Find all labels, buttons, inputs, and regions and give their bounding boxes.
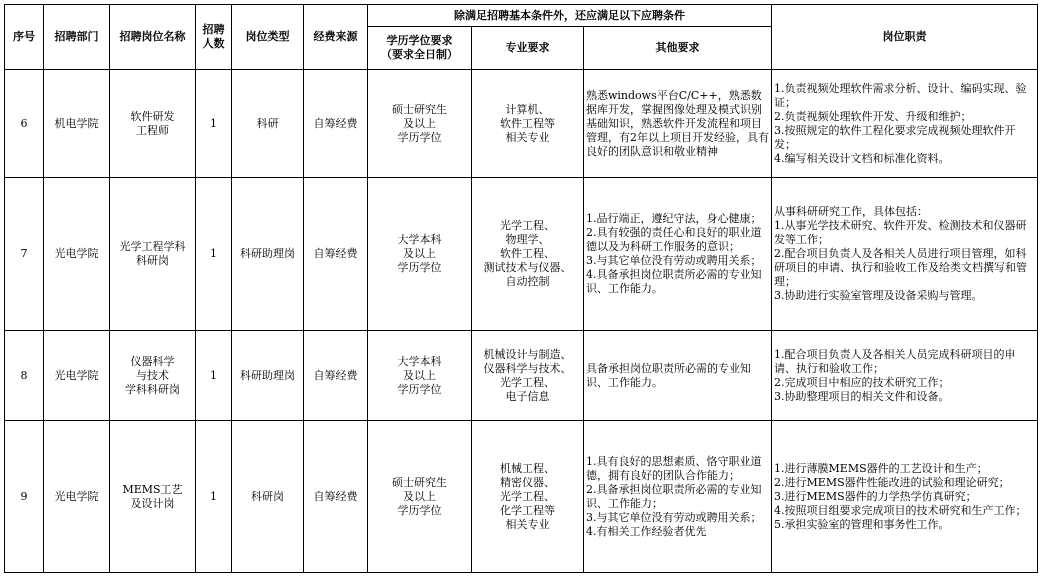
cell-major: 计算机、 软件工程等 相关专业 xyxy=(472,70,584,178)
header-count: 招聘 人数 xyxy=(196,5,232,70)
cell-funding: 自筹经费 xyxy=(304,331,368,421)
table-row xyxy=(5,331,1038,421)
cell-count: 1 xyxy=(196,421,232,573)
cell-duties: 1.负责视频处理软件需求分析、设计、编码实现、验证； 2.负责视频处理软件开发、升级和维护； 3.按照规定的软件工程化要求完成视频处理软件开发； 4.编写相关设计文档和标准化资料。 xyxy=(772,70,1038,178)
cell-other: 熟悉windows平台C/C++，熟悉数据库开发，掌握图像处理及模式识别基础知识，熟悉软件开发流程和项目管理，有2年以上项目开发经验，具有良好的团队意识和敬业精神 xyxy=(584,70,772,178)
cell-funding: 自筹经费 xyxy=(304,178,368,331)
cell-funding: 自筹经费 xyxy=(304,70,368,178)
cell-education: 硕士研究生 及以上 学历学位 xyxy=(368,421,472,573)
header-seq: 序号 xyxy=(5,5,44,70)
cell-funding: 自筹经费 xyxy=(304,421,368,573)
cell-dept: 机电学院 xyxy=(44,70,110,178)
cell-dept: 光电学院 xyxy=(44,331,110,421)
header-other: 其他要求 xyxy=(584,27,772,70)
cell-major: 机械工程、 精密仪器、 光学工程、 化学工程等 相关专业 xyxy=(472,421,584,573)
header-major: 专业要求 xyxy=(472,27,584,70)
header-dept: 招聘部门 xyxy=(44,5,110,70)
recruitment-table xyxy=(4,4,1038,573)
table-row xyxy=(5,421,1038,573)
cell-type: 科研 xyxy=(232,70,304,178)
cell-major: 光学工程、 物理学、 软件工程、 测试技术与仪器、 自动控制 xyxy=(472,178,584,331)
header-type: 岗位类型 xyxy=(232,5,304,70)
cell-position: 光学工程学科 科研岗 xyxy=(110,178,196,331)
cell-duties: 1.配合项目负责人及各相关人员完成科研项目的申请、执行和验收工作； 2.完成项目中相应的技术研究工作； 3.协助整理项目的相关文件和设备。 xyxy=(772,331,1038,421)
cell-duties: 1.进行薄膜MEMS器件的工艺设计和生产； 2.进行MEMS器件性能改进的试验和理论研究； 3.进行MEMS器件的力学热学仿真研究； 4.按照项目组要求完成项目的技术研究和生产工作； 5.承担实验室的管理和事务性工作。 xyxy=(772,421,1038,573)
cell-education: 大学本科 及以上 学历学位 xyxy=(368,178,472,331)
header-duties: 岗位职责 xyxy=(772,5,1038,70)
cell-education: 大学本科 及以上 学历学位 xyxy=(368,331,472,421)
cell-other: 1.品行端正，遵纪守法，身心健康； 2.具有较强的责任心和良好的职业道德以及为科研工作服务的意识； 3.与其它单位没有劳动或聘用关系； 4.具备承担岗位职责所必需的专业知识、工作能力。 xyxy=(584,178,772,331)
cell-position: 仪器科学 与技术 学科科研岗 xyxy=(110,331,196,421)
cell-seq: 6 xyxy=(5,70,44,178)
cell-position: 软件研发 工程师 xyxy=(110,70,196,178)
cell-dept: 光电学院 xyxy=(44,178,110,331)
cell-count: 1 xyxy=(196,331,232,421)
cell-count: 1 xyxy=(196,70,232,178)
cell-duties: 从事科研研究工作，具体包括： 1.从事光学技术研究、软件开发、检测技术和仪器研发等工作； 2.配合项目负责人及各相关人员进行项目管理，如科研项目的申请、执行和验收工作及给类文档撰写和管理； 3.协助进行实验室管理及设备采购与管理。 xyxy=(772,178,1038,331)
cell-dept: 光电学院 xyxy=(44,421,110,573)
cell-education: 硕士研究生 及以上 学历学位 xyxy=(368,70,472,178)
table-row xyxy=(5,178,1038,331)
header-conditions-group: 除满足招聘基本条件外，还应满足以下应聘条件 xyxy=(368,5,772,27)
cell-other: 1.具有良好的思想素质、恪守职业道德，拥有良好的团队合作能力； 2.具备承担岗位职责所必需的专业知识、工作能力； 3.与其它单位没有劳动或聘用关系； 4.有相关工作经验者优先 xyxy=(584,421,772,573)
cell-seq: 7 xyxy=(5,178,44,331)
cell-type: 科研助理岗 xyxy=(232,331,304,421)
table-row xyxy=(5,70,1038,178)
header-education: 学历学位要求 （要求全日制） xyxy=(368,27,472,70)
cell-seq: 8 xyxy=(5,331,44,421)
header-funding: 经费来源 xyxy=(304,5,368,70)
header-position: 招聘岗位名称 xyxy=(110,5,196,70)
cell-other: 具备承担岗位职责所必需的专业知识、工作能力。 xyxy=(584,331,772,421)
cell-seq: 9 xyxy=(5,421,44,573)
cell-position: MEMS工艺 及设计岗 xyxy=(110,421,196,573)
cell-type: 科研岗 xyxy=(232,421,304,573)
cell-type: 科研助理岗 xyxy=(232,178,304,331)
cell-count: 1 xyxy=(196,178,232,331)
cell-major: 机械设计与制造、 仪器科学与技术、 光学工程、 电子信息 xyxy=(472,331,584,421)
